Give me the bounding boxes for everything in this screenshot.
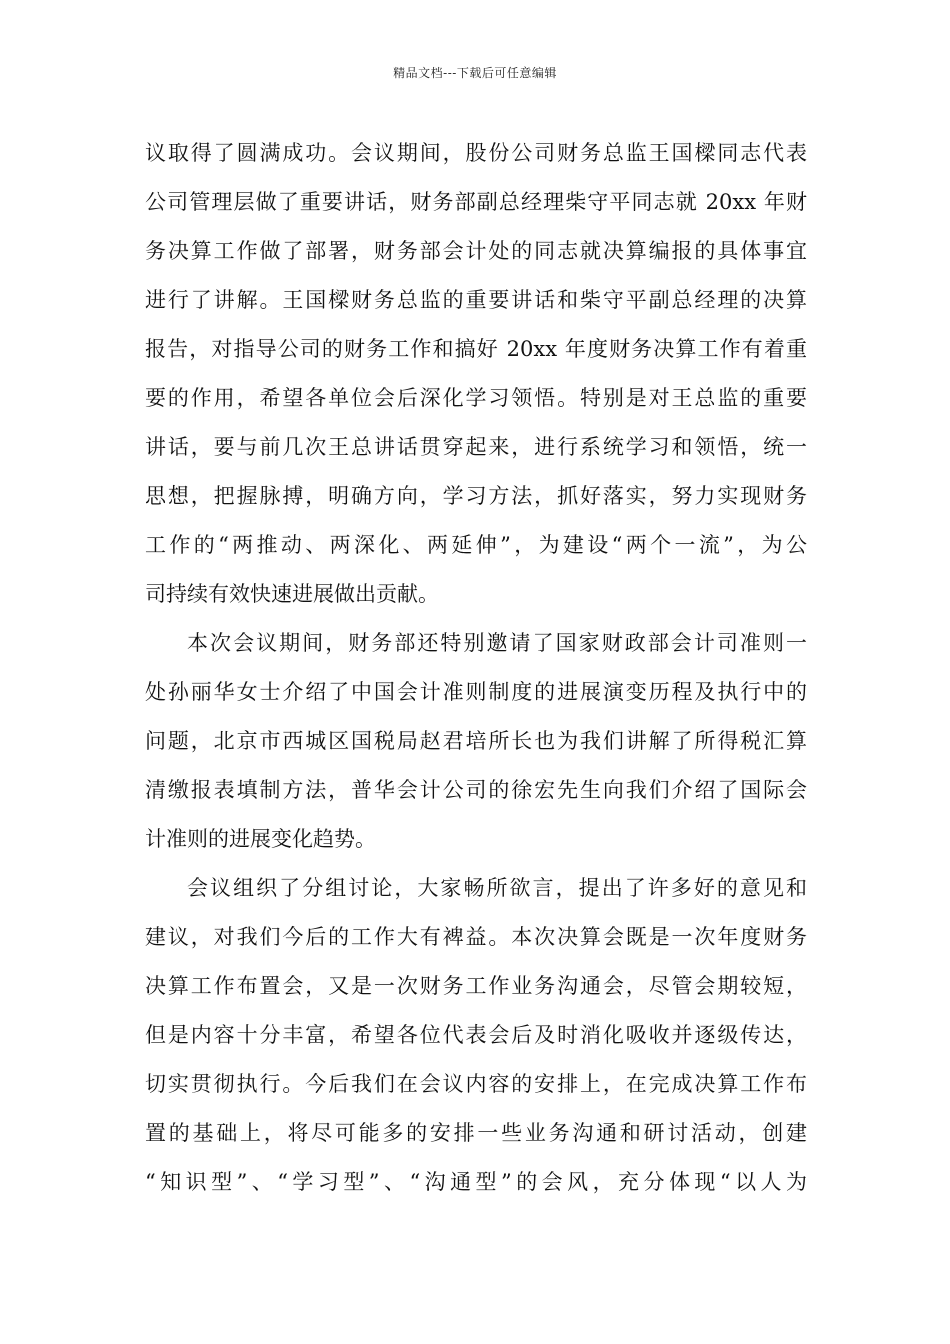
text-line: 公司管理层做了重要讲话，财务部副总经理柴守平同志就 20xx 年财 [145, 190, 807, 214]
text-line: 进行了讲解。王国樑财务总监的重要讲话和柴守平副总经理的决算 [145, 288, 807, 312]
text-line: 思想，把握脉搏，明确方向，学习方法，抓好落实，努力实现财务 [145, 484, 807, 508]
text-line: 置的基础上，将尽可能多的安排一些业务沟通和研讨活动，创建 [145, 1121, 807, 1145]
text-line: 处孙丽华女士介绍了中国会计准则制度的进展演变历程及执行中的 [145, 680, 807, 704]
text-line: “知识型”、“学习型”、“沟通型”的会风，充分体现“以人为 [145, 1170, 807, 1194]
text-line: 本次会议期间，财务部还特别邀请了国家财政部会计司准则一 [187, 631, 807, 655]
text-line: 报告，对指导公司的财务工作和搞好 20xx 年度财务决算工作有着重 [145, 337, 807, 361]
text-line: 计准则的进展变化趋势。 [145, 827, 376, 851]
page-header: 精品文档---下载后可任意编辑 [393, 66, 557, 80]
text-line: 清缴报表填制方法，普华会计公司的徐宏先生向我们介绍了国际会 [145, 778, 807, 802]
document-body [145, 129, 807, 1207]
text-line: 建议，对我们今后的工作大有裨益。本次决算会既是一次年度财务 [145, 925, 807, 949]
text-line: 决算工作布置会，又是一次财务工作业务沟通会，尽管会期较短， [145, 974, 807, 998]
text-line: 问题，北京市西城区国税局赵君培所长也为我们讲解了所得税汇算 [145, 729, 807, 753]
text-line: 但是内容十分丰富，希望各位代表会后及时消化吸收并逐级传达， [145, 1023, 807, 1047]
text-line: 司持续有效快速进展做出贡献。 [145, 582, 439, 606]
text-line: 切实贯彻执行。今后我们在会议内容的安排上，在完成决算工作布 [145, 1072, 807, 1096]
text-line: 议取得了圆满成功。会议期间，股份公司财务总监王国樑同志代表 [145, 141, 807, 165]
text-line: 工作的“两推动、两深化、两延伸”，为建设“两个一流”，为公 [145, 533, 807, 557]
text-line: 务决算工作做了部署，财务部会计处的同志就决算编报的具体事宜 [145, 239, 807, 263]
text-line: 要的作用，希望各单位会后深化学习领悟。特别是对王总监的重要 [145, 386, 807, 410]
text-line: 讲话，要与前几次王总讲话贯穿起来，进行系统学习和领悟，统一 [145, 435, 807, 459]
text-line: 会议组织了分组讨论，大家畅所欲言，提出了许多好的意见和 [187, 876, 807, 900]
